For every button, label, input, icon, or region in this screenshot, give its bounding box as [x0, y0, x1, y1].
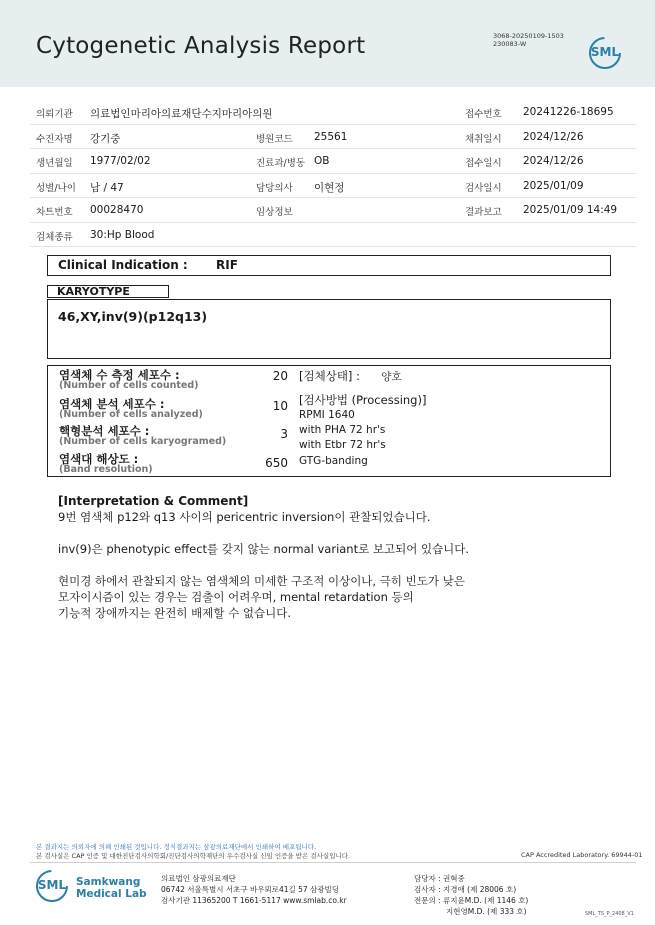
report-date-label: 결과보고: [465, 207, 502, 218]
collect-date-value: 2024/12/26: [523, 130, 584, 143]
footer-print-note: 본 결과지는 의뢰자에 의해 인쇄된 것입니다. 정식결과지는 삼광의료재단에서 인쇄하여 배포됩니다.: [36, 843, 317, 851]
cells-counted-label-en: (Number of cells counted): [59, 380, 199, 391]
karyotype-box: [47, 299, 611, 359]
specimen-value: 30:Hp Blood: [90, 228, 155, 241]
specimen-label: 검체종류: [36, 231, 73, 243]
footer-divider: [30, 862, 636, 863]
method-line-3: with Etbr 72 hr's: [299, 439, 386, 451]
cells-karyogramed-label-en: (Number of cells karyogramed): [59, 436, 227, 447]
exam-date-value: 2025/01/09: [523, 179, 584, 192]
interpretation-paragraph: inv(9)은 phenotypic effect를 갖지 않는 normal variant로 보고되어 있습니다.: [58, 542, 470, 556]
clinical-info-label: 임상정보: [256, 207, 293, 218]
patient-label: 수진자명: [36, 133, 73, 145]
document-number-line-2: 230083-W: [493, 40, 527, 48]
ward-code-value: 25561: [314, 130, 348, 143]
dob-value: 1977/02/02: [90, 155, 151, 167]
cells-counted-item: [59, 369, 199, 391]
clinical-indication-label: Clinical Indication :: [58, 258, 188, 272]
specimen-status-label: [검체상태] :: [299, 369, 360, 383]
method-label: [검사방법 (Processing)]: [299, 393, 427, 407]
karyotype-label: KARYOTYPE: [47, 285, 169, 298]
exam-date-label: 검사일시: [465, 182, 502, 194]
lab-name-line-2: Medical Lab: [76, 888, 147, 900]
cap-accreditation: CAP Accredited Laboratory. 69944-01: [521, 851, 643, 859]
lab-address: [161, 873, 347, 906]
staff-line: 검사자 : 지경애 (제 28006 호): [414, 885, 517, 894]
lab-address-line: 의료법인 삼광의료재단: [161, 874, 236, 883]
form-code: SML_TS_P_2408_V1: [585, 911, 634, 917]
cells-analyzed-label: 염색체 분석 세포수 :: [59, 397, 165, 411]
band-resolution-label: 염색대 해상도 :: [59, 452, 139, 466]
cells-analyzed-item: [59, 398, 203, 420]
receipt-no-value: 20241226-18695: [523, 106, 614, 118]
specimen-status: [299, 368, 402, 384]
interpretation-paragraph: 기능적 장애까지는 완전히 배제할 수 없습니다.: [58, 606, 292, 620]
lab-address-line: 06742 서울특별시 서초구 바우뫼로41길 57 삼광빌딩: [161, 885, 340, 894]
ward-code-label: 병원코드: [256, 133, 293, 145]
receipt-date-label: 접수일시: [465, 158, 502, 169]
cells-karyogramed-label: 핵형분석 세포수 :: [59, 424, 150, 438]
dob-label: 생년월일: [36, 158, 73, 169]
lab-address-line: 검사기관 11365200 T 1661-5117 www.smlab.co.kr: [161, 896, 347, 905]
cells-counted-value: 20: [272, 369, 288, 383]
staff-line: 담당자 : 권혁중: [414, 874, 465, 883]
report-date-value: 2025/01/09 14:49: [523, 204, 618, 216]
institution-value: 의료법인마리아의료재단수지마리아의원: [90, 108, 273, 120]
interpretation-paragraph: 현미경 하에서 관찰되지 않는 염색체의 미세한 구조적 이상이나, 극히 빈도가 낮은: [58, 574, 465, 588]
dept-label: 진료과/병동: [256, 158, 306, 169]
info-row: [30, 125, 636, 150]
cells-analyzed-label-en: (Number of cells analyzed): [59, 409, 203, 420]
band-resolution-label-en: (Band resolution): [59, 464, 153, 475]
institution-label: 의뢰기관: [36, 109, 73, 120]
collect-date-label: 채취일시: [465, 133, 502, 145]
cells-karyogramed-item: [59, 425, 226, 447]
interpretation-section: [58, 493, 618, 621]
receipt-no-label: 접수번호: [465, 109, 502, 120]
lab-name-line-1: Samkwang: [76, 876, 141, 888]
info-row: [30, 149, 636, 174]
sml-logo-icon: [588, 36, 622, 70]
interpretation-paragraph: 9번 염색체 p12와 q13 사이의 pericentric inversion이 관찰되었습니다.: [58, 510, 431, 524]
patient-info-table: [30, 100, 636, 247]
cells-counted-label: 염색체 수 측정 세포수 :: [59, 368, 180, 382]
info-row: [30, 100, 636, 125]
report-header: [0, 0, 655, 87]
document-number-line-1: 3068-20250109-1503: [493, 32, 564, 40]
band-resolution-item: [59, 453, 153, 475]
chart-no-value: 00028470: [90, 204, 144, 216]
info-row: [30, 174, 636, 199]
footer-logo-text: SML: [37, 878, 67, 892]
band-resolution-value: 650: [265, 456, 288, 470]
staff-line: 지현영M.D. (제 333 호): [446, 907, 527, 916]
sml-footer-logo-icon: [35, 869, 69, 903]
method-line-1: RPMI 1640: [299, 409, 355, 421]
specimen-status-value: 양호: [381, 371, 402, 383]
sex-age-label: 성별/나이: [36, 182, 76, 194]
cells-analyzed-value: 10: [272, 399, 288, 413]
dept-value: OB: [314, 155, 330, 167]
interpretation-heading: [Interpretation & Comment]: [58, 494, 249, 508]
logo-text: SML: [590, 45, 620, 59]
info-row: [30, 198, 636, 223]
patient-value: 강기중: [90, 132, 121, 145]
chart-no-label: 차트번호: [36, 207, 73, 218]
lab-staff: [414, 873, 528, 917]
staff-line: 전문의 : 류지윤M.D. (제 1146 호): [414, 896, 529, 905]
clinical-indication-box: [47, 255, 611, 276]
banding-method: GTG-banding: [299, 455, 368, 467]
sex-age-value: 남 / 47: [90, 181, 124, 194]
interpretation-paragraph: 모자이시즘이 있는 경우는 검출이 어려우며, mental retardation 등의: [58, 590, 414, 604]
cell-analysis-box: [47, 365, 611, 477]
document-number: [493, 32, 564, 48]
karyotype-value: 46,XY,inv(9)(p12q13): [58, 309, 208, 324]
cells-karyogramed-value: 3: [280, 427, 288, 441]
lab-name: [76, 876, 147, 900]
receipt-date-value: 2024/12/26: [523, 155, 584, 167]
doctor-value: 이현정: [314, 181, 345, 194]
clinical-indication-value: RIF: [216, 258, 238, 272]
info-row: [30, 223, 636, 248]
method-line-2: with PHA 72 hr's: [299, 424, 386, 436]
footer-accreditation-note: 본 검사실은 CAP 인증 및 대한진단검사의학회/진단검사의학재단의 우수검사실 신임 인증을 받은 검사실입니다.: [36, 852, 351, 860]
doctor-label: 담당의사: [256, 182, 293, 194]
report-title: Cytogenetic Analysis Report: [36, 33, 366, 59]
